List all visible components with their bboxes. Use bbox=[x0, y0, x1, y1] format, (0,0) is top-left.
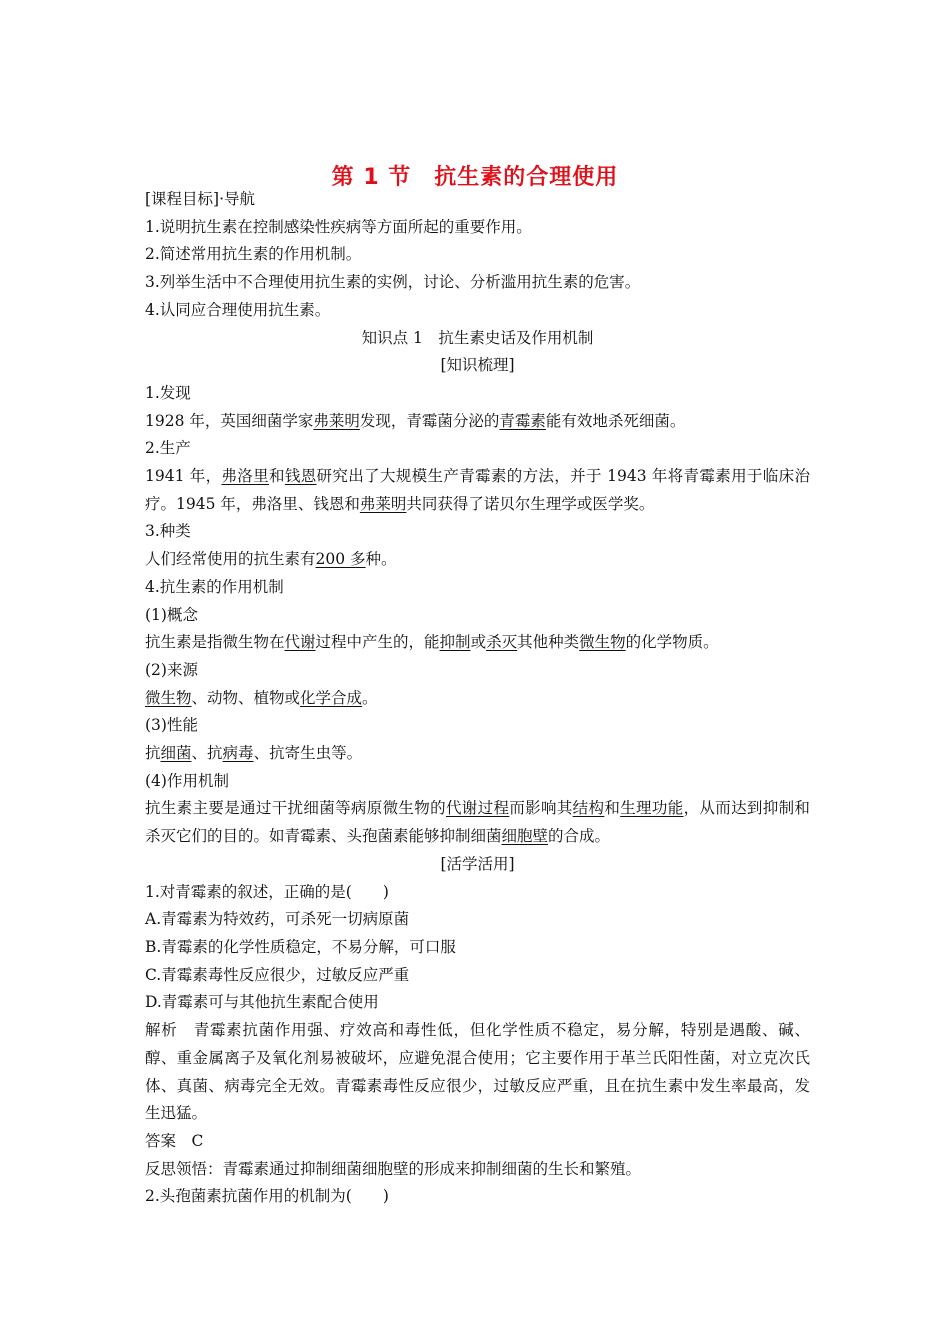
sub-heading: (2)来源 bbox=[145, 660, 198, 679]
text: 其他种类 bbox=[517, 633, 580, 652]
text: 或 bbox=[470, 633, 487, 652]
underlined-term: 细胞壁 bbox=[501, 827, 549, 846]
underlined-term: 化学合成 bbox=[300, 688, 363, 707]
text: 抗生素主要是通过干扰细菌等病原微生物的 bbox=[145, 799, 446, 818]
goal-item: 3.列举生活中不合理使用抗生素的实例，讨论、分析滥用抗生素的危害。 bbox=[145, 273, 641, 292]
text: 1941 年， bbox=[145, 467, 222, 486]
underlined-term: 结构 bbox=[572, 799, 605, 818]
text: 发现，青霉菌分泌的 bbox=[359, 411, 500, 430]
paragraph bbox=[145, 408, 810, 436]
paragraph bbox=[145, 629, 810, 657]
paragraph bbox=[145, 685, 810, 713]
goals-heading: [课程目标]·导航 bbox=[145, 190, 256, 208]
underlined-term: 抑制 bbox=[439, 633, 471, 652]
text: 和 bbox=[604, 799, 621, 818]
text: 能有效地杀死细菌。 bbox=[545, 411, 686, 430]
underlined-term: 微生物 bbox=[579, 633, 626, 652]
question-option: D.青霉素可与其他抗生素配合使用 bbox=[145, 993, 379, 1012]
sub-heading: (1)概念 bbox=[145, 605, 198, 624]
section-heading: 1.发现 bbox=[145, 383, 191, 402]
underlined-term: 钱恩 bbox=[284, 467, 317, 486]
paragraph bbox=[145, 546, 810, 574]
text: 、抗 bbox=[191, 744, 223, 763]
paragraph bbox=[145, 795, 810, 850]
goal-item: 4.认同应合理使用抗生素。 bbox=[145, 300, 331, 319]
text: 的合成。 bbox=[548, 827, 611, 846]
text: 抗 bbox=[145, 744, 161, 763]
paragraph bbox=[145, 463, 810, 518]
text: 抗生素是指微生物在 bbox=[145, 633, 285, 652]
section-heading: 2.生产 bbox=[145, 439, 191, 458]
document-body bbox=[145, 186, 810, 1211]
text: 而影响其 bbox=[509, 799, 573, 818]
underlined-term: 代谢 bbox=[284, 633, 316, 652]
underlined-term: 代谢过程 bbox=[445, 799, 510, 818]
section-heading: 3.种类 bbox=[145, 522, 191, 541]
text: 1928 年，英国细菌学家 bbox=[145, 411, 314, 430]
question-option: C.青霉素毒性反应很少，过敏反应严重 bbox=[145, 965, 410, 984]
text: 和 bbox=[268, 467, 285, 486]
text: 共同获得了诺贝尔生理学或医学奖。 bbox=[406, 494, 655, 513]
underlined-term: 微生物 bbox=[145, 688, 192, 707]
page-title: 第 1 节 抗生素的合理使用 bbox=[331, 165, 619, 190]
underlined-term: 生理功能 bbox=[620, 799, 684, 818]
text: 、动物、植物或 bbox=[191, 688, 301, 707]
underlined-term: 青霉素 bbox=[499, 411, 546, 430]
underlined-term: 病毒 bbox=[222, 744, 254, 763]
text: 、抗寄生虫等。 bbox=[253, 744, 363, 763]
underlined-term: 细菌 bbox=[160, 744, 192, 763]
underlined-term: 杀灭 bbox=[486, 633, 518, 652]
underlined-term: 弗洛里 bbox=[221, 467, 269, 486]
underlined-term: 弗莱明 bbox=[359, 494, 407, 513]
underlined-term: 200 多 bbox=[315, 550, 366, 569]
section-heading: 4.抗生素的作用机制 bbox=[145, 577, 284, 596]
text: 。 bbox=[362, 688, 378, 707]
goal-item: 2.简述常用抗生素的作用机制。 bbox=[145, 245, 362, 264]
reflection-text: 反思领悟：青霉素通过抑制细菌细胞壁的形成来抑制细菌的生长和繁殖。 bbox=[145, 1159, 642, 1178]
paragraph bbox=[145, 740, 810, 768]
text: 研究出了大规模生产青霉素的方法，并于 1943 年将青霉素用于临床治疗。1945 年，弗洛里、钱恩和 bbox=[145, 467, 810, 513]
underlined-term: 弗莱明 bbox=[313, 411, 360, 430]
question-option: B.青霉素的化学性质稳定，不易分解，可口服 bbox=[145, 937, 456, 956]
text: ，从而达到抑制和杀灭它们的目的。如青霉素、头孢菌素能够抑制细菌 bbox=[145, 799, 810, 846]
sub-heading: (4)作用机制 bbox=[145, 771, 229, 790]
question-stem: 2.头孢菌素抗菌作用的机制为( ) bbox=[145, 1187, 389, 1206]
text: 的化学物质。 bbox=[625, 633, 719, 652]
goal-item: 1.说明抗生素在控制感染性疾病等方面所起的重要作用。 bbox=[145, 217, 532, 236]
text: 过程中产生的，能 bbox=[315, 633, 440, 652]
practice-title: [活学活用] bbox=[440, 854, 515, 873]
question-option: A.青霉素为特效药，可杀死一切病原菌 bbox=[145, 910, 410, 929]
question-stem: 1.对青霉素的叙述，正确的是( ) bbox=[145, 882, 389, 901]
text: 人们经常使用的抗生素有 bbox=[145, 550, 316, 569]
knowledge-point-title: 知识点 1 抗生素史话及作用机制 bbox=[361, 328, 594, 347]
section-subtitle: [知识梳理] bbox=[440, 356, 515, 375]
answer-text: 答案 C bbox=[145, 1131, 204, 1150]
text: 种。 bbox=[365, 550, 397, 569]
sub-heading: (3)性能 bbox=[145, 716, 198, 735]
analysis-text: 解析 青霉素抗菌作用强、疗效高和毒性低，但化学性质不稳定，易分解，特别是遇酸、碱、醇、重金属离子及氧化剂易被破坏，应避免混合使用；它主要作用于革兰氏阳性菌，对立克次氏体、真菌、病毒完全无效。青霉素毒性反应很少，过敏反应严重，且在抗生素中发生率最高，发生迅猛。 bbox=[145, 1021, 810, 1123]
